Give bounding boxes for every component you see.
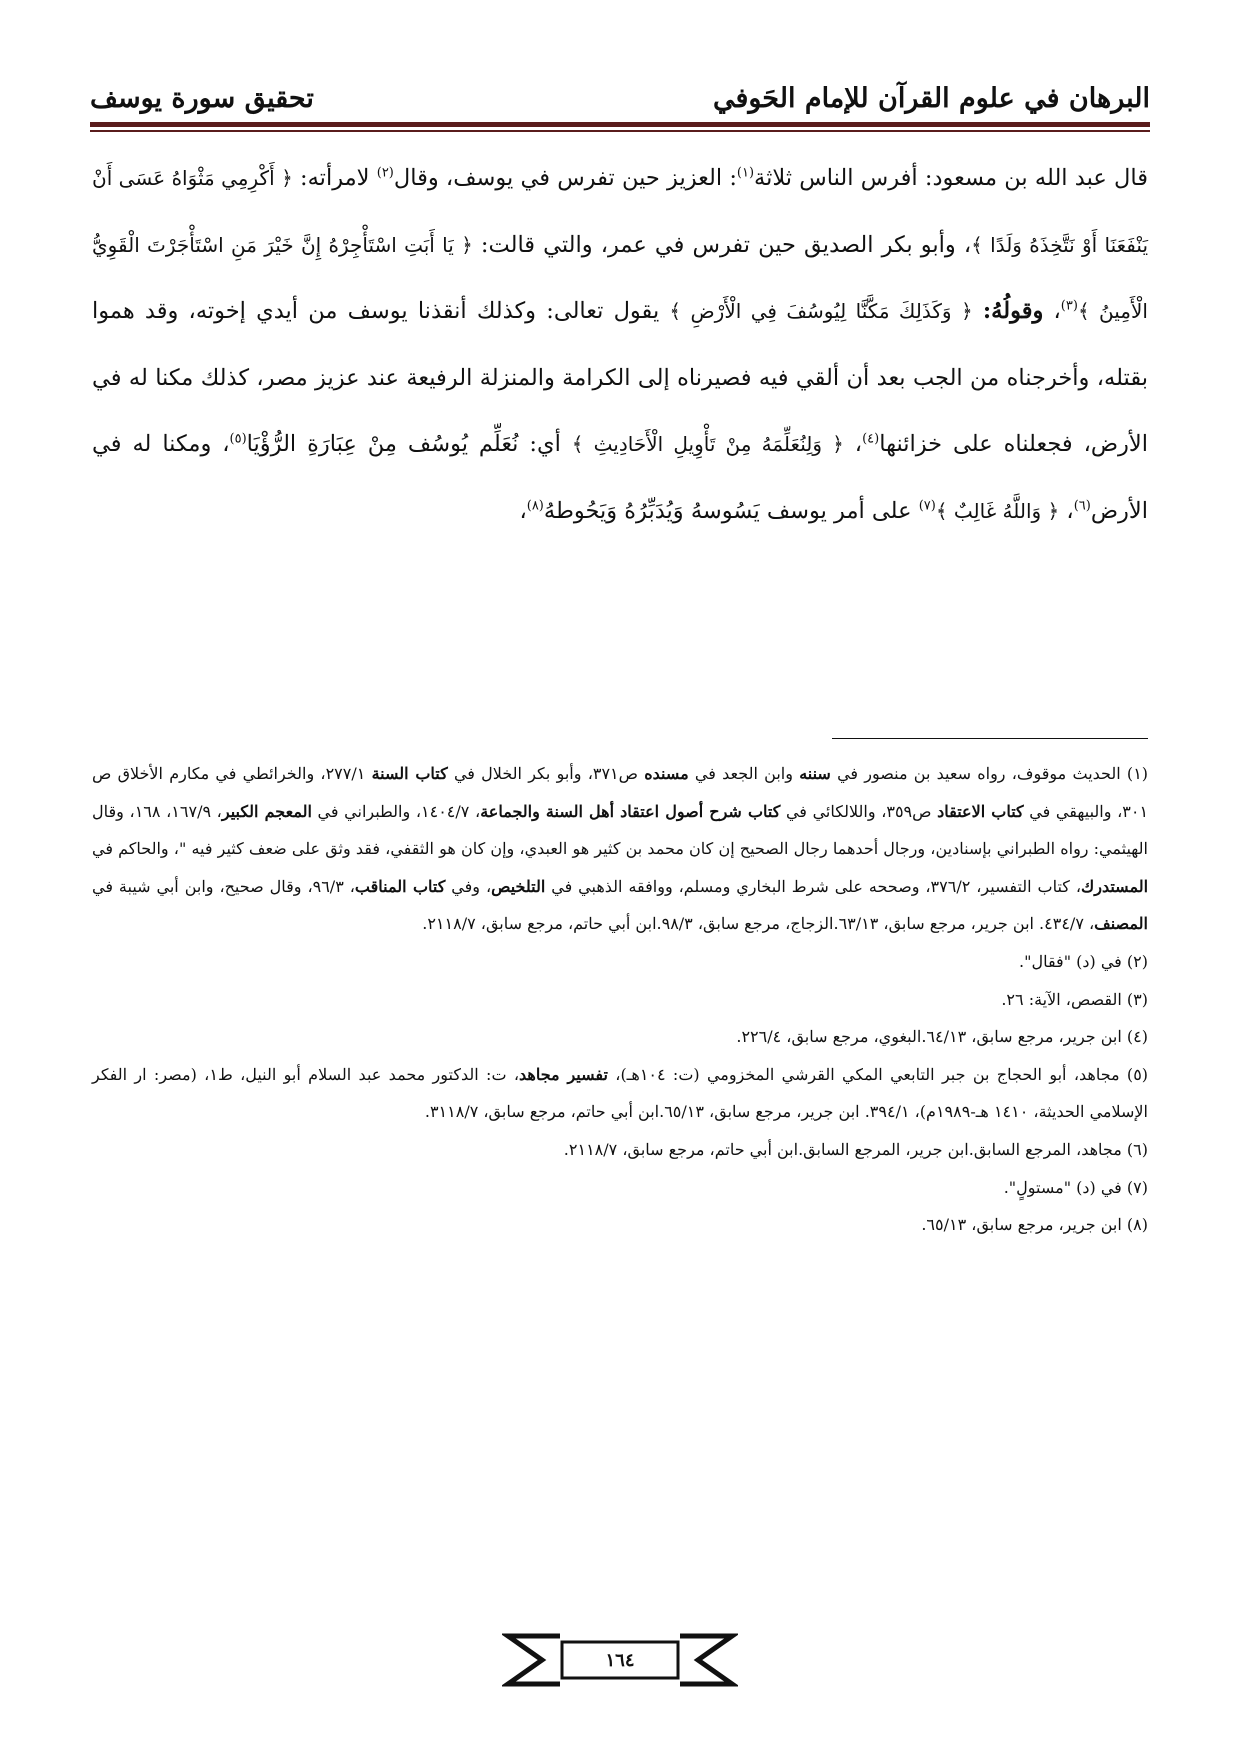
quran-verse: ﴿ أَكْرِمِي مَثْوَاهُ عَسَى أَنْ يَنْفَعَنَا أَوْ نَتَّخِذَهُ وَلَدًا ﴾ [92, 166, 1149, 257]
text-run: ، ت: الدكتور محمد عبد السلام أبو النيل، ط١، (مصر: ار الفكر الإسلامي الحديثة، ١٤١٠ هـ-١٩٨٩م)، ٣٩٤/١. ابن جرير، مرجع سابق، ٦٥/١٣.ابن أبي حاتم، مرجع سابق، ٣١١٨/٧. [92, 1064, 1148, 1122]
source-title: المصنف [1094, 914, 1148, 934]
text-run: ، ١٤٠٤/٧، والطبراني في [311, 801, 481, 821]
source-title: كتاب المناقب [354, 876, 446, 896]
footnote-ref-6[interactable]: (٦) [1073, 498, 1091, 513]
text-run: : العزيز حين تفرس في يوسف، وقال [393, 165, 737, 191]
text-run: قال عبد الله بن مسعود: أفرس الناس ثلاثة [754, 165, 1149, 191]
text-run: ص٣٥٩، واللالكائي في [780, 801, 938, 821]
footnote-ref-7[interactable]: (٧) [918, 498, 936, 513]
main-text [92, 145, 1148, 544]
footnote-ref-1[interactable]: (١) [736, 165, 755, 181]
bold-term: وقولُهُ: [982, 298, 1044, 324]
text-run: (٥) مجاهد، أبو الحجاج بن جبر التابعي المكي القرشي المخزومي (ت: ١٠٤هـ)، [607, 1064, 1149, 1084]
header-rule-thin [90, 130, 1150, 132]
quran-verse: ﴿ يَا أَبَتِ اسْتَأْجِرْهُ إِنَّ خَيْرَ مَنِ اسْتَأْجَرْتَ الْقَوِيُّ الْأَمِينُ ﴾ [92, 232, 1148, 323]
running-header [90, 78, 1150, 118]
footnote-separator [832, 738, 1148, 739]
main-paragraph [92, 145, 1148, 544]
source-title: المستدرك [1081, 876, 1149, 896]
footnote-ref-4[interactable]: (٤) [862, 431, 880, 447]
text-run: (١) الحديث موقوف، رواه سعيد بن منصور في [830, 764, 1149, 783]
source-title: تفسير مجاهد [519, 1064, 608, 1084]
source-title: كتاب الاعتقاد [937, 801, 1024, 821]
text-run: ، وفي [445, 876, 492, 896]
source-title: سننه [799, 764, 831, 783]
source-title: كتاب شرح أصول اعتقاد أهل السنة والجماعة [480, 801, 781, 821]
quran-verse: ﴿ وَكَذَلِكَ مَكَّنَّا لِيُوسُفَ فِي الْأَرْضِ ﴾ [669, 299, 973, 323]
text-run: على أمر يوسف يَسُوسهُ وَيُدَبِّرُهُ وَيَحُوطهُ [543, 497, 919, 524]
text-run [973, 298, 983, 324]
source-title: مسنده [644, 764, 689, 783]
footnote-ref-5[interactable]: (٥) [229, 431, 247, 447]
source-title: المعجم الكبير [221, 801, 312, 821]
footnote-3: (٣) القصص، الآية: ٢٦. [1001, 989, 1148, 1009]
text-run: وابن الجعد في [688, 764, 800, 783]
text-run: ، [1043, 298, 1061, 324]
footnote-8: (٨) ابن جرير، مرجع سابق، ٦٥/١٣. [921, 1215, 1148, 1235]
text-run: ، وأبو بكر الصديق حين تفرس في عمر، والتي قالت: [472, 231, 972, 258]
footnote-2: (٢) في (د) "فقال". [1019, 951, 1148, 971]
source-title: كتاب السنة [371, 764, 448, 783]
text-run: ، [519, 497, 527, 524]
footnote-6: (٦) مجاهد، المرجع السابق.ابن جرير، المرجع السابق.ابن أبي حاتم، مرجع سابق، ٢١١٨/٧. [563, 1139, 1148, 1159]
footnote-ref-3[interactable]: (٣) [1060, 298, 1078, 314]
quran-verse: ﴿ وَلِنُعَلِّمَهُ مِنْ تَأْوِيلِ الْأَحَادِيثِ ﴾ [571, 432, 844, 456]
footnote-4: (٤) ابن جرير، مرجع سابق، ٦٤/١٣.البغوي، مرجع سابق، ٢٢٦/٤. [736, 1027, 1148, 1047]
text-run: ، ٩٦/٣، وقال صحيح، وابن أبي شيبة في [92, 876, 355, 896]
quran-verse: ﴿ وَاللَّهُ غَالِبٌ ﴾ [935, 498, 1060, 523]
page-number-frame [502, 1628, 738, 1692]
footnotes [92, 755, 1148, 1244]
text-run: أي: نُعَلِّم يُوسُف مِنْ عِبَارَةِ الرُّؤْيَا [246, 431, 572, 457]
text-run: ، ومكنا له في الأرض [92, 431, 1148, 524]
text-run: ، كتاب التفسير، ٣٧٦/٢، وصححه على شرط البخاري ومسلم، ووافقه الذهبي في [545, 876, 1082, 896]
source-title: التلخيص [491, 876, 546, 896]
text-run: ، [1059, 497, 1074, 524]
text-run: ، ١٦٧/٩، ١٦٨، وقال الهيثمي: رواه الطبراني بإسنادين، ورجال أحدهما رجال الصحيح إن كان محمد بن كثير هو العبدي، وإن كان هو الثقفي، فقد وثق على ضعف كثير فيه "، والحاكم في [92, 801, 1148, 859]
text-run: ، ٤٣٤/٧. ابن جرير، مرجع سابق، ٦٣/١٣.الزجاج، مرجع سابق، ٩٨/٣.ابن أبي حاتم، مرجع سابق، ٢١١٨/٧. [422, 914, 1095, 934]
chapter-title: تحقيق سورة يوسف [90, 82, 314, 114]
footnote-5 [92, 1056, 1148, 1131]
text-run: ص٣٧١، وأبو بكر الخلال في [447, 764, 645, 783]
book-title: البرهان في علوم القرآن للإمام الحَوفي [712, 82, 1150, 114]
page-number: ١٦٤ [605, 1649, 635, 1671]
text-run: لامرأته: [292, 165, 377, 191]
text-run: ٢٧٧/١، والخرائطي في مكارم الأخلاق ص ٣٠١، والبيهقي في [92, 764, 1149, 821]
footnote-1 [92, 755, 1148, 943]
footnote-ref-8[interactable]: (٨) [526, 498, 544, 513]
header-rule-thick [90, 122, 1150, 127]
footnote-ref-2[interactable]: (٢) [376, 165, 394, 181]
footnote-7: (٧) في (د) "مستولٍ". [1003, 1177, 1148, 1197]
text-run: ، [843, 431, 863, 457]
text-run: يقول تعالى: وكذلك أنقذنا يوسف من أيدي إخوته، وقد هموا بقتله، وأخرجناه من الجب بعد أن ألقي فيه فصيرناه إلى الكرامة والمنزلة الرفيعة عند عزيز مصر، كذلك مكنا له في الأرض، فجعلناه على خزائنها [92, 298, 1148, 457]
